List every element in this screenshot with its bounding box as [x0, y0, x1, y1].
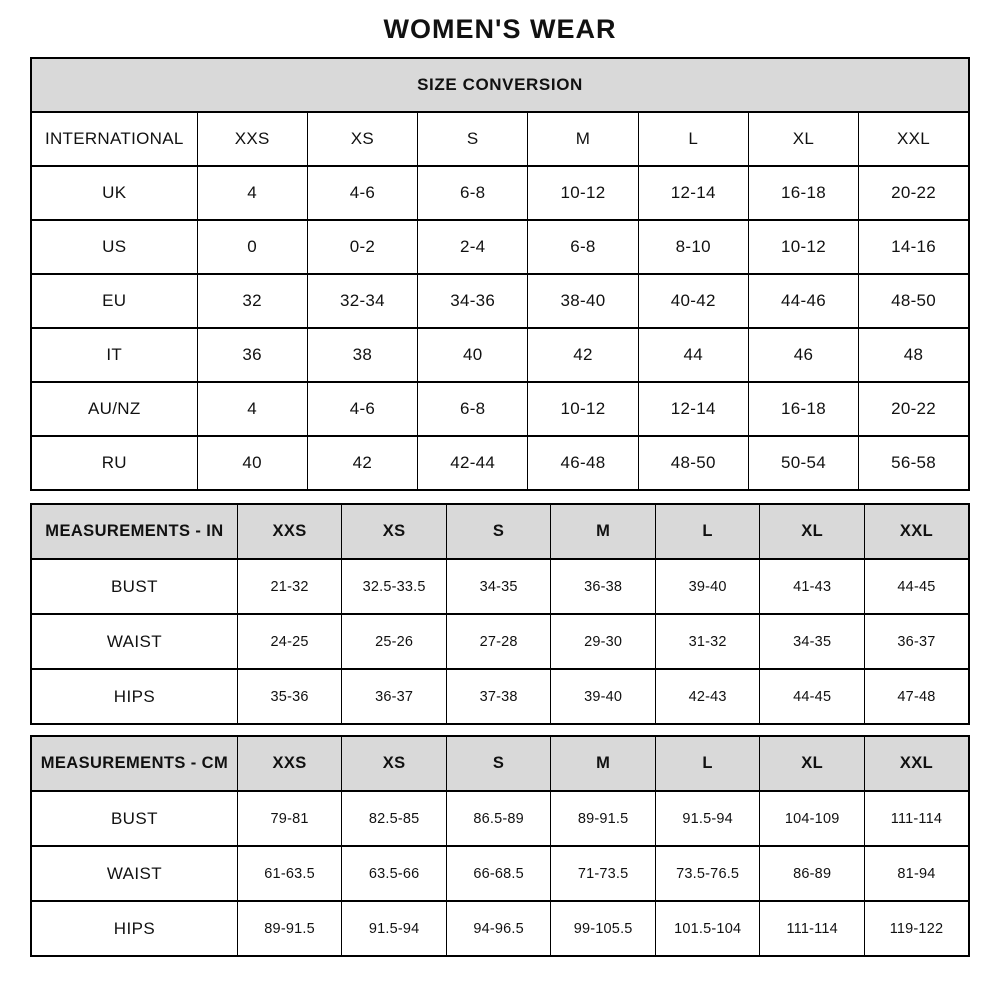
cell-it-l: 44: [638, 328, 748, 382]
row-label-us: US: [31, 220, 197, 274]
cell-hips-s: 94-96.5: [446, 901, 551, 956]
cell-eu-l: 40-42: [638, 274, 748, 328]
cell-bust-xxl: 111-114: [864, 791, 969, 846]
col-header-xxl: XXL: [859, 112, 969, 166]
table-row: [31, 328, 969, 382]
cell-waist-m: 71-73.5: [551, 846, 656, 901]
row-label-ru: RU: [31, 436, 197, 490]
cell-bust-m: 36-38: [551, 559, 656, 614]
col-header-measurements-cm: MEASUREMENTS - CM: [31, 736, 237, 791]
cell-waist-xs: 63.5-66: [342, 846, 447, 901]
cell-au-nz-m: 10-12: [528, 382, 638, 436]
table-row: [31, 614, 969, 669]
cell-waist-xxl: 81-94: [864, 846, 969, 901]
cell-ru-m: 46-48: [528, 436, 638, 490]
cell-us-xxl: 14-16: [859, 220, 969, 274]
cell-bust-xxs: 21-32: [237, 559, 342, 614]
cell-hips-xl: 111-114: [760, 901, 865, 956]
cell-uk-l: 12-14: [638, 166, 748, 220]
cell-eu-m: 38-40: [528, 274, 638, 328]
col-header-xl: XL: [760, 504, 865, 559]
table-row: [31, 166, 969, 220]
cell-bust-l: 39-40: [655, 559, 760, 614]
col-header-xxl: XXL: [864, 736, 969, 791]
page-title: WOMEN'S WEAR: [383, 14, 617, 44]
cell-hips-m: 39-40: [551, 669, 656, 724]
cell-bust-m: 89-91.5: [551, 791, 656, 846]
cell-au-nz-xxs: 4: [197, 382, 307, 436]
cell-hips-m: 99-105.5: [551, 901, 656, 956]
cell-us-m: 6-8: [528, 220, 638, 274]
cell-waist-xxl: 36-37: [864, 614, 969, 669]
col-header-xxl: XXL: [864, 504, 969, 559]
measurements-cm-table: [30, 735, 970, 957]
cell-eu-s: 34-36: [418, 274, 528, 328]
col-header-xxs: XXS: [237, 504, 342, 559]
col-header-s: S: [446, 504, 551, 559]
cell-ru-l: 48-50: [638, 436, 748, 490]
cell-au-nz-xxl: 20-22: [859, 382, 969, 436]
row-label-hips: HIPS: [31, 669, 237, 724]
table-row: [31, 436, 969, 490]
cell-waist-s: 66-68.5: [446, 846, 551, 901]
cell-hips-xxs: 35-36: [237, 669, 342, 724]
cell-au-nz-xl: 16-18: [748, 382, 858, 436]
cell-hips-l: 42-43: [655, 669, 760, 724]
col-header-l: L: [655, 736, 760, 791]
cell-us-l: 8-10: [638, 220, 748, 274]
cell-ru-xl: 50-54: [748, 436, 858, 490]
cell-au-nz-xs: 4-6: [307, 382, 417, 436]
cell-hips-xxl: 119-122: [864, 901, 969, 956]
table-row: [31, 274, 969, 328]
cell-uk-xl: 16-18: [748, 166, 858, 220]
col-header-l: L: [638, 112, 748, 166]
col-header-s: S: [418, 112, 528, 166]
cell-bust-xxs: 79-81: [237, 791, 342, 846]
size-conversion-table: [30, 57, 970, 491]
col-header-m: M: [551, 504, 656, 559]
col-header-xl: XL: [748, 112, 858, 166]
row-label-waist: WAIST: [31, 846, 237, 901]
cell-hips-xxs: 89-91.5: [237, 901, 342, 956]
cell-ru-xxl: 56-58: [859, 436, 969, 490]
col-header-xxs: XXS: [197, 112, 307, 166]
table-row: [31, 669, 969, 724]
col-header-l: L: [655, 504, 760, 559]
cell-us-xxs: 0: [197, 220, 307, 274]
row-label-hips: HIPS: [31, 901, 237, 956]
cell-ru-xs: 42: [307, 436, 417, 490]
col-header-xs: XS: [307, 112, 417, 166]
row-label-bust: BUST: [31, 791, 237, 846]
cell-us-xs: 0-2: [307, 220, 417, 274]
cell-bust-s: 86.5-89: [446, 791, 551, 846]
row-label-waist: WAIST: [31, 614, 237, 669]
cell-hips-s: 37-38: [446, 669, 551, 724]
cell-bust-xxl: 44-45: [864, 559, 969, 614]
table-row: [31, 220, 969, 274]
cell-eu-xxl: 48-50: [859, 274, 969, 328]
table-row: [31, 382, 969, 436]
cell-waist-xxs: 61-63.5: [237, 846, 342, 901]
cell-it-s: 40: [418, 328, 528, 382]
col-header-xl: XL: [760, 736, 865, 791]
cell-uk-xxl: 20-22: [859, 166, 969, 220]
row-label-eu: EU: [31, 274, 197, 328]
cell-hips-xs: 91.5-94: [342, 901, 447, 956]
measurements-in-table: [30, 503, 970, 725]
cell-it-xl: 46: [748, 328, 858, 382]
row-label-it: IT: [31, 328, 197, 382]
cell-it-xxs: 36: [197, 328, 307, 382]
col-header-xs: XS: [342, 736, 447, 791]
col-header-m: M: [551, 736, 656, 791]
cell-waist-xs: 25-26: [342, 614, 447, 669]
col-header-xxs: XXS: [237, 736, 342, 791]
cell-waist-m: 29-30: [551, 614, 656, 669]
cell-waist-xxs: 24-25: [237, 614, 342, 669]
cell-au-nz-l: 12-14: [638, 382, 748, 436]
cell-waist-xl: 86-89: [760, 846, 865, 901]
col-header-m: M: [528, 112, 638, 166]
cell-hips-l: 101.5-104: [655, 901, 760, 956]
cell-it-m: 42: [528, 328, 638, 382]
cell-waist-l: 73.5-76.5: [655, 846, 760, 901]
row-label-au-nz: AU/NZ: [31, 382, 197, 436]
cell-hips-xs: 36-37: [342, 669, 447, 724]
cell-uk-xxs: 4: [197, 166, 307, 220]
col-header-s: S: [446, 736, 551, 791]
cell-eu-xl: 44-46: [748, 274, 858, 328]
cell-bust-xs: 82.5-85: [342, 791, 447, 846]
cell-bust-xl: 41-43: [760, 559, 865, 614]
cell-au-nz-s: 6-8: [418, 382, 528, 436]
col-header-measurements-in: MEASUREMENTS - IN: [31, 504, 237, 559]
cell-eu-xxs: 32: [197, 274, 307, 328]
size-conversion-banner: SIZE CONVERSION: [31, 58, 969, 112]
cell-uk-s: 6-8: [418, 166, 528, 220]
cell-uk-xs: 4-6: [307, 166, 417, 220]
cell-us-xl: 10-12: [748, 220, 858, 274]
cell-hips-xl: 44-45: [760, 669, 865, 724]
col-header-international: INTERNATIONAL: [31, 112, 197, 166]
cell-ru-xxs: 40: [197, 436, 307, 490]
cell-hips-xxl: 47-48: [864, 669, 969, 724]
cell-it-xxl: 48: [859, 328, 969, 382]
table-row: [31, 901, 969, 956]
cell-uk-m: 10-12: [528, 166, 638, 220]
cell-waist-s: 27-28: [446, 614, 551, 669]
cell-bust-xl: 104-109: [760, 791, 865, 846]
cell-it-xs: 38: [307, 328, 417, 382]
cell-ru-s: 42-44: [418, 436, 528, 490]
cell-waist-xl: 34-35: [760, 614, 865, 669]
row-label-bust: BUST: [31, 559, 237, 614]
col-header-xs: XS: [342, 504, 447, 559]
cell-eu-xs: 32-34: [307, 274, 417, 328]
table-row: [31, 791, 969, 846]
cell-us-s: 2-4: [418, 220, 528, 274]
row-label-uk: UK: [31, 166, 197, 220]
cell-bust-xs: 32.5-33.5: [342, 559, 447, 614]
cell-waist-l: 31-32: [655, 614, 760, 669]
cell-bust-s: 34-35: [446, 559, 551, 614]
table-row: [31, 846, 969, 901]
table-row: [31, 559, 969, 614]
cell-bust-l: 91.5-94: [655, 791, 760, 846]
